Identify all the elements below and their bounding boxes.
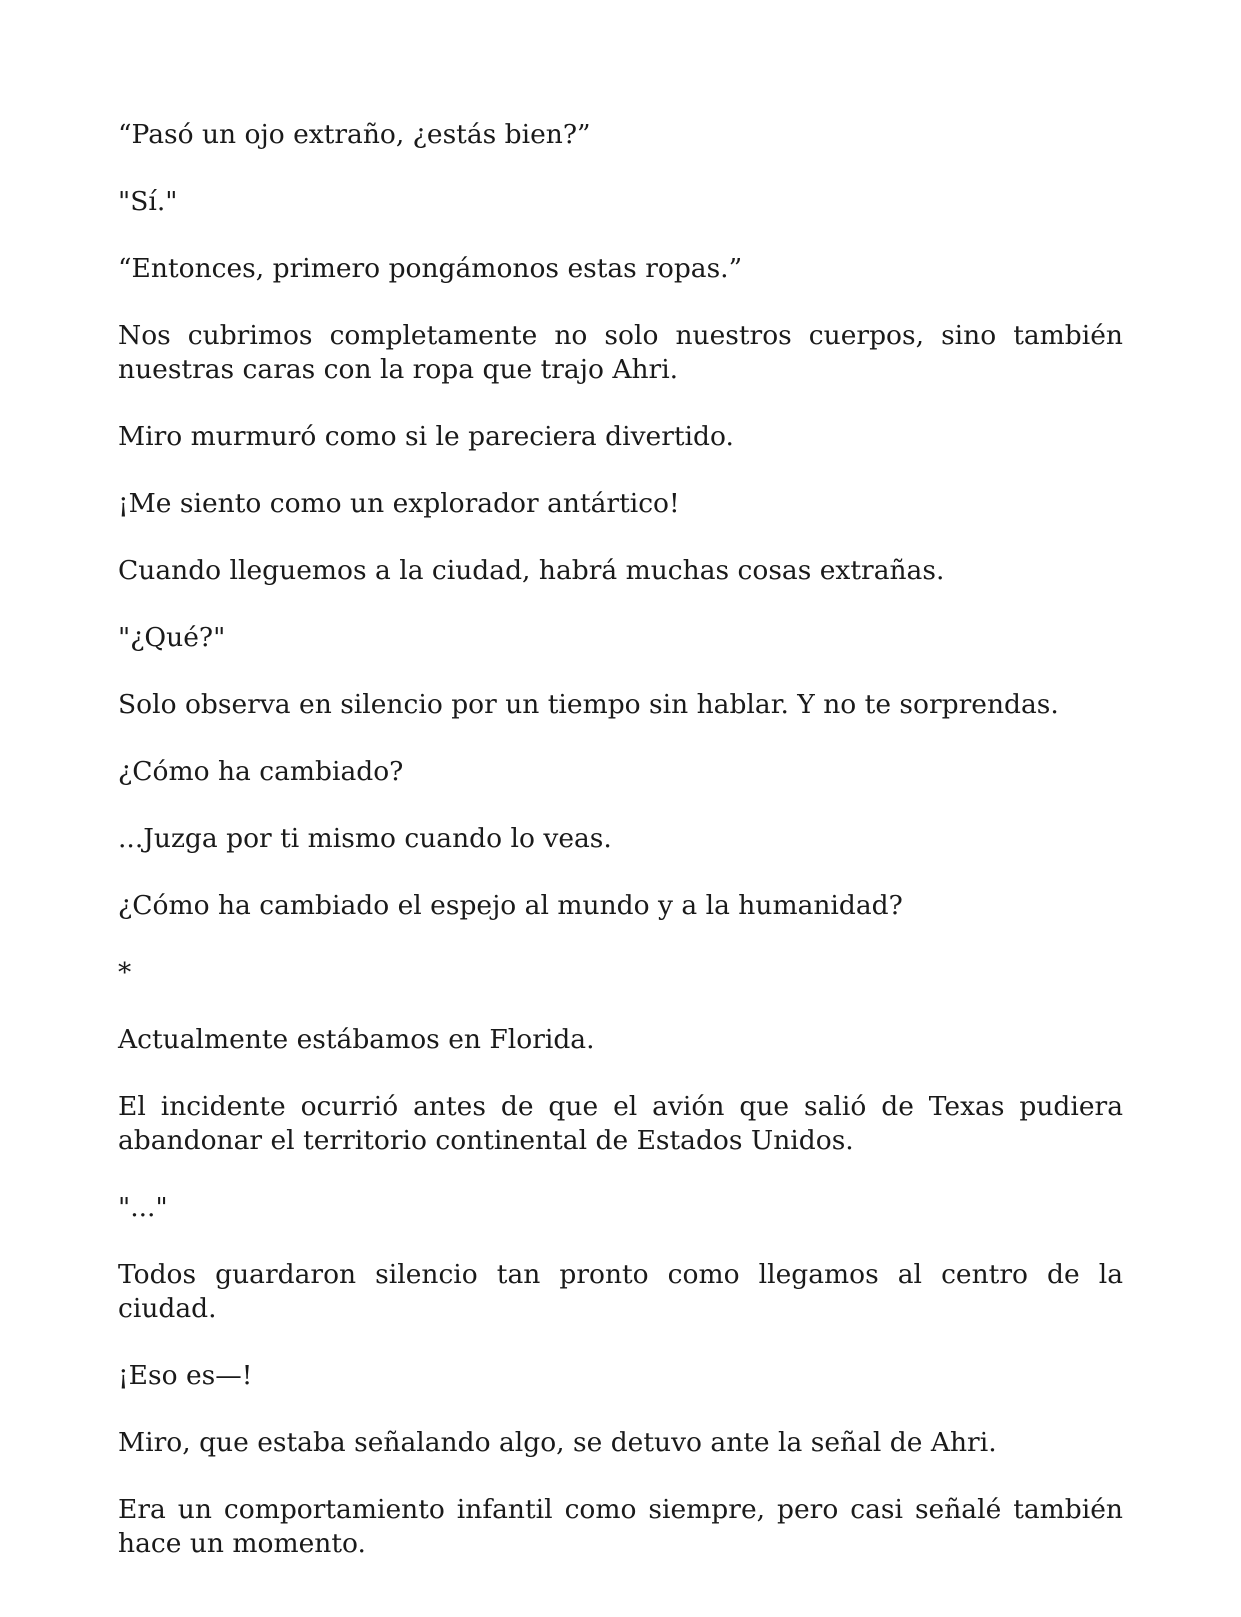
paragraph: Cuando lleguemos a la ciudad, habrá muchas cosas extrañas. [118,555,945,586]
paragraph: ¡Eso es—! [118,1360,253,1391]
paragraph: ...Juzga por ti mismo cuando lo veas. [118,823,612,854]
paragraph: “Pasó un ojo extraño, ¿estás bien?” [118,119,591,150]
paragraph: Miro murmuró como si le pareciera divertido. [118,421,734,452]
paragraph: ¡Me siento como un explorador antártico! [118,488,680,519]
paragraph: "¿Qué?" [118,622,226,653]
paragraph: Actualmente estábamos en Florida. [118,1024,595,1055]
paragraph: "..." [118,1192,168,1223]
section-break: * [118,957,132,988]
paragraph: ¿Cómo ha cambiado? [118,756,404,787]
paragraph: "Sí." [118,186,178,217]
paragraph: El incidente ocurrió antes de que el avión que salió de Texas pudiera abandonar el territorio continental de Estados Unidos. [118,1091,1123,1156]
paragraph: Solo observa en silencio por un tiempo sin hablar. Y no te sorprendas. [118,689,1059,720]
paragraph: ¿Cómo ha cambiado el espejo al mundo y a la humanidad? [118,890,903,921]
paragraph: Todos guardaron silencio tan pronto como llegamos al centro de la ciudad. [118,1259,1123,1324]
paragraph: Miro, que estaba señalando algo, se detuvo ante la señal de Ahri. [118,1427,997,1458]
paragraph: Nos cubrimos completamente no solo nuestros cuerpos, sino también nuestras caras con la ropa que trajo Ahri. [118,320,1123,385]
paragraph: “Entonces, primero pongámonos estas ropas.” [118,253,743,284]
paragraph: Era un comportamiento infantil como siempre, pero casi señalé también hace un momento. [118,1494,1123,1559]
text-body [118,118,1123,1561]
